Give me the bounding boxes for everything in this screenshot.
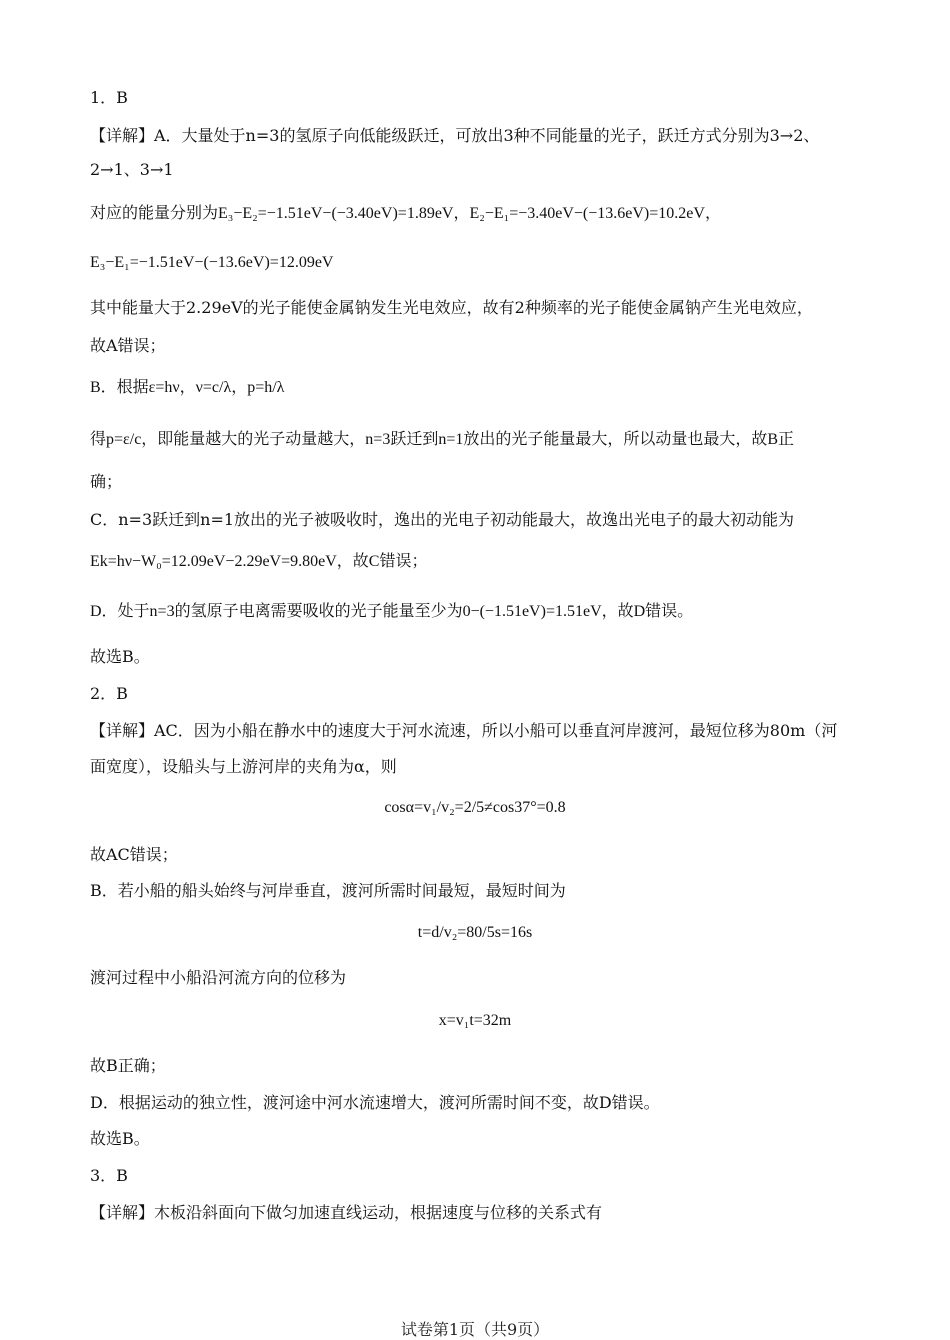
q1-number: 1．B [90,88,128,107]
q2-answer: 故选B。 [90,1129,150,1148]
q2-d-line: D．根据运动的独立性，渡河途中河水流速增大，渡河所需时间不变，故D错误。 [90,1093,660,1112]
page-footer: 试卷第1页（共9页） [400,1320,550,1339]
q1-b-line1: B．根据ε=hν，ν=c/λ，p=h/λ [90,379,285,396]
q1-detail-a-line2: 2→1、3→1 [90,160,174,179]
q1-detail-a-line1: 【详解】A．大量处于n=3的氢原子向低能级跃迁，可放出3种不同能量的光子，跃迁方式分别为3→2、 [90,126,820,145]
q2-ac-line2: 面宽度），设船头与上游河岸的夹角为α，则 [90,757,397,776]
q2-cos-formula: cosα=v₁/v₂=2/5≠cos37°=0.8 [384,799,566,816]
q3-number: 3．B [90,1166,128,1185]
q2-ac-conclusion: 故AC错误； [90,845,178,864]
q2-displacement-line: 渡河过程中小船沿河流方向的位移为 [90,968,347,987]
q1-d-line: D．处于n=3的氢原子电离需要吸收的光子能量至少为0−(−1.51eV)=1.51eV，故D错误。 [90,603,694,620]
q1-photoelectric-line: 其中能量大于2.29eV的光子能使金属钠发生光电效应，故有2种频率的光子能使金属钠产生光电效应， [90,298,813,317]
q2-x-formula: x=v₁t=32m [438,1012,512,1029]
q1-b-line2: 得p=ε/c，即能量越大的光子动量越大，n=3跃迁到n=1放出的光子能量最大，所以动量也最大，故B正 [90,431,795,448]
q2-b-line: B．若小船的船头始终与河岸垂直，渡河所需时间最短，最短时间为 [90,881,566,900]
q2-number: 2．B [90,684,128,703]
q3-detail: 【详解】木板沿斜面向下做匀加速直线运动，根据速度与位移的关系式有 [90,1203,603,1222]
q1-a-conclusion: 故A错误； [90,336,166,355]
q2-ac-line1: 【详解】AC．因为小船在静水中的速度大于河水流速，所以小船可以垂直河岸渡河，最短位移为80m（河 [90,721,838,740]
q1-c-line2: Ek=hν−W₀=12.09eV−2.29eV=9.80eV，故C错误； [90,553,428,570]
q1-c-line1: C．n=3跃迁到n=1放出的光子被吸收时，逸出的光电子初动能最大，故逸出光电子的最大初动能为 [90,510,795,529]
q1-b-line3: 确； [90,472,123,491]
q2-t-formula: t=d/v₂=80/5s=16s [417,924,533,941]
q2-b-conclusion: 故B正确； [90,1056,166,1075]
q1-answer: 故选B。 [90,647,150,666]
q1-energies-line2: E₃−E₁=−1.51eV−(−13.6eV)=12.09eV [90,254,334,271]
q1-energies-line1: 对应的能量分别为E₃−E₂=−1.51eV−(−3.40eV)=1.89eV，E₂−E₁=−3.40eV−(−13.6eV)=10.2eV， [90,205,721,222]
